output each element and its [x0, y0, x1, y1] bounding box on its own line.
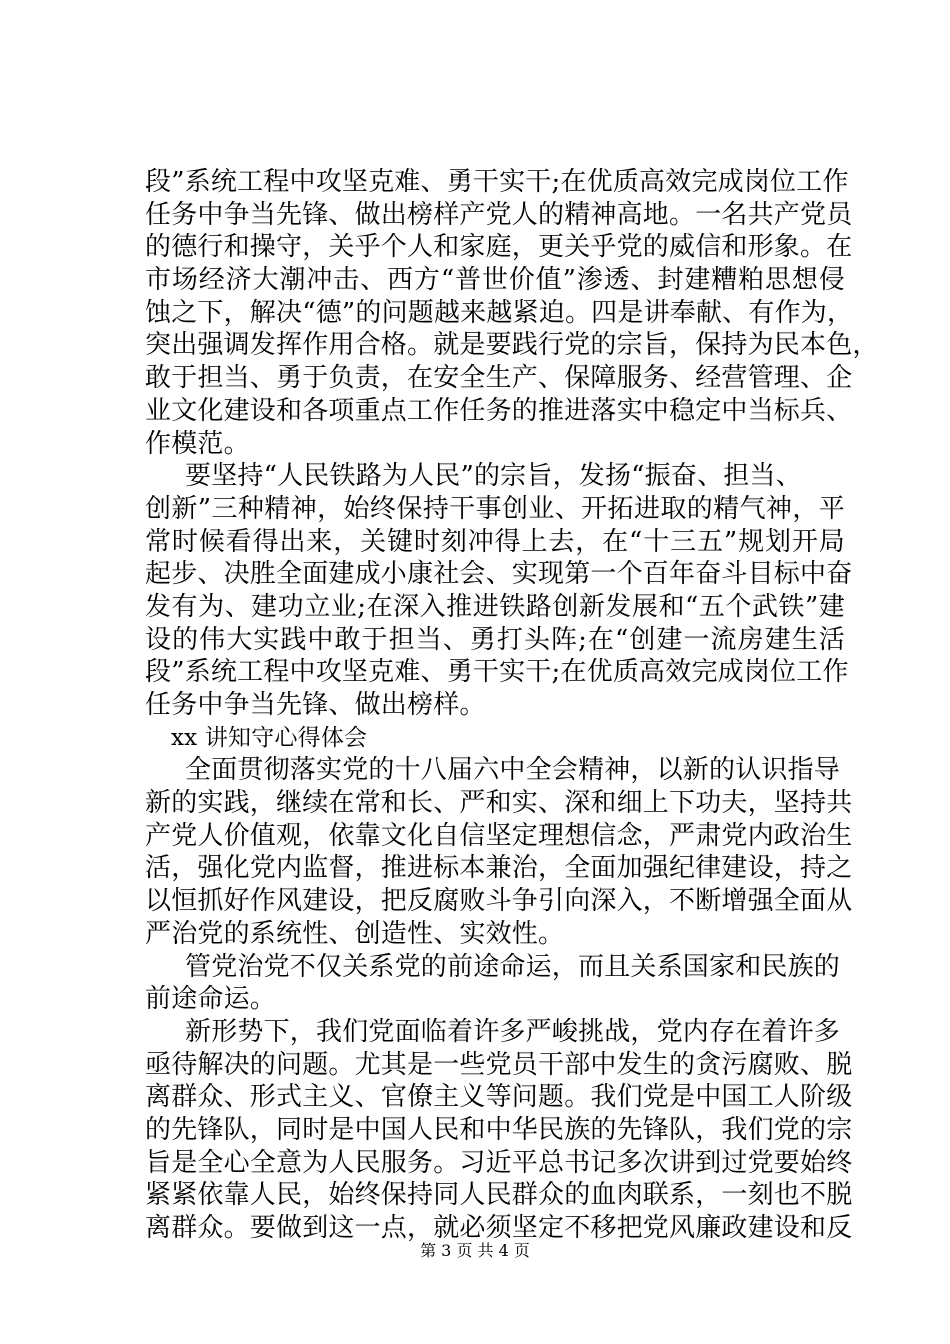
text-line: 严治党的系统性、创造性、实效性。 — [145, 918, 565, 949]
text-line: 突出强调发挥作用合格。就是要践行党的宗旨，保持为民本色， — [145, 330, 879, 361]
text-line: 业文化建设和各项重点工作任务的推进落实中稳定中当标兵、 — [145, 395, 853, 426]
text-line: 任务中争当先锋、做出榜样。 — [145, 690, 486, 720]
text-line: 创新”三种精神，始终保持干事创业、开拓进取的精气神，平 — [145, 493, 845, 524]
text-line: 任务中争当先锋、做出榜样产党人的精神高地。一名共产党员 — [145, 199, 853, 230]
document-body — [145, 166, 879, 1245]
text-line: 离群众。要做到这一点，就必须坚定不移把党风廉政建设和反 — [145, 1213, 853, 1243]
section-heading: xx 讲知守心得体会 — [171, 724, 368, 751]
text-line: 作模范。 — [145, 428, 250, 459]
text-line: 的先锋队，同时是中国人民和中华民族的先锋队，我们党的宗 — [145, 1114, 853, 1145]
text-line: 以恒抓好作风建设，把反腐败斗争引向深入，不断增强全面从 — [145, 886, 853, 917]
text-line: 新的实践，继续在常和长、严和实、深和细上下功夫，坚持共 — [145, 788, 853, 819]
text-line: 活，强化党内监督，推进标本兼治，全面加强纪律建设，持之 — [145, 853, 853, 884]
text-line: 产党人价值观，依靠文化自信坚定理想信念，严肃党内政治生 — [145, 820, 853, 851]
text-line: 前途命运。 — [145, 984, 277, 1015]
text-line: 起步、决胜全面建成小康社会、实现第一个百年奋斗目标中奋 — [145, 559, 853, 590]
text-line: 紧紧依靠人民，始终保持同人民群众的血肉联系，一刻也不脱 — [145, 1180, 853, 1211]
text-line: 新形势下，我们党面临着许多严峻挑战，党内存在着许多 — [185, 1016, 841, 1047]
text-line: 的德行和操守，关乎个人和家庭，更关乎党的威信和形象。在 — [145, 232, 853, 263]
text-line: 管党治党不仅关系党的前途命运，而且关系国家和民族的 — [185, 951, 841, 982]
text-line: 市场经济大潮冲击、西方“普世价值”渗透、封建糟粕思想侵 — [145, 265, 845, 296]
text-line: 发有为、建功立业;在深入推进铁路创新发展和“五个武铁”建 — [145, 591, 845, 622]
text-line: 常时候看得出来，关键时刻冲得上去，在“十三五”规划开局 — [145, 526, 845, 557]
text-line: 敢于担当、勇于负责，在安全生产、保障服务、经营管理、企 — [145, 363, 853, 394]
text-line: 亟待解决的问题。尤其是一些党员干部中发生的贪污腐败、脱 — [145, 1049, 853, 1080]
text-line: 全面贯彻落实党的十八届六中全会精神，以新的认识指导 — [185, 755, 841, 786]
text-line: 蚀之下，解决“德”的问题越来越紧迫。四是讲奉献、有作为， — [145, 297, 854, 328]
text-line: 段”系统工程中攻坚克难、勇干实干;在优质高效完成岗位工作 — [145, 657, 849, 688]
text-line: 段”系统工程中攻坚克难、勇干实干;在优质高效完成岗位工作 — [145, 167, 849, 197]
text-line: 离群众、形式主义、官僚主义等问题。我们党是中国工人阶级 — [145, 1082, 853, 1113]
text-line: 旨是全心全意为人民服务。习近平总书记多次讲到过党要始终 — [145, 1147, 853, 1178]
text-line: 要坚持“人民铁路为人民”的宗旨，发扬“振奋、担当、 — [185, 461, 802, 492]
text-line: 设的伟大实践中敢于担当、勇打头阵;在“创建一流房建生活 — [145, 624, 845, 655]
page-footer: 第 3 页 共 4 页 — [420, 1241, 530, 1260]
